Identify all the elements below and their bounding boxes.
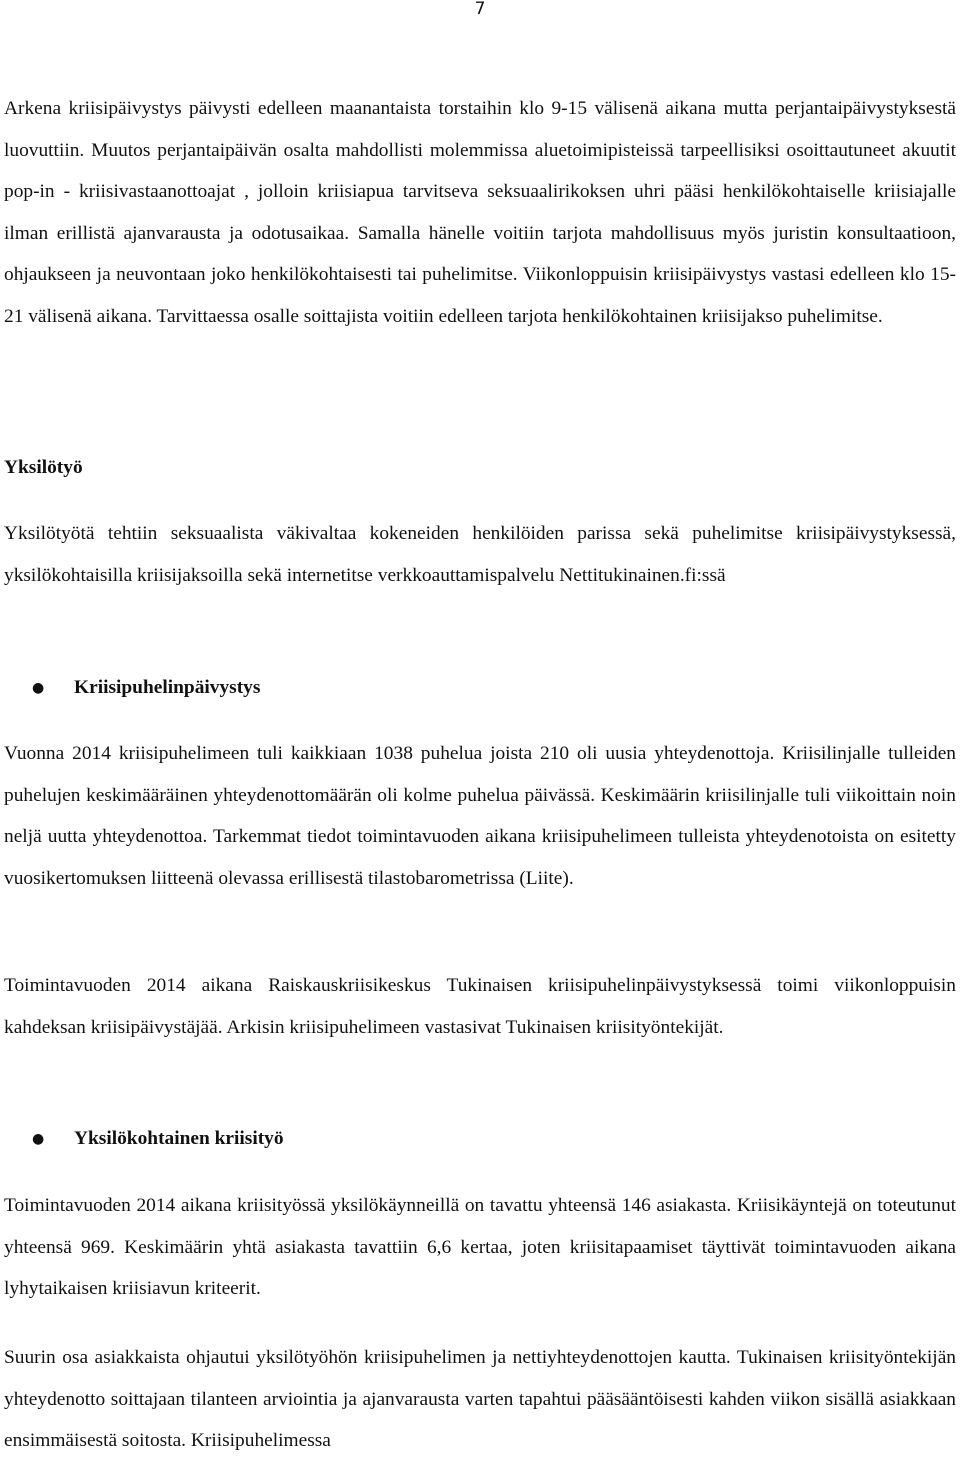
page-number: 7 xyxy=(474,0,486,19)
bullet-label: Yksilökohtainen kriisityö xyxy=(74,1128,284,1149)
paragraph-client-referral: Suurin osa asiakkaista ohjautui yksilötyöhön kriisipuhelimen ja nettiyhteydenottojen kautta. Tukinaisen kriisityöntekijän yhteydenotto soittajaan tilanteen arviointia ja ajanvarausta varten tapahtui pääsääntöisesti kahden viikon sisällä asiakkaan ensimmäisestä soitosta. Kriisipuhelimessa xyxy=(4,1347,956,1452)
paragraph-individual-work-intro: Yksilötyötä tehtiin seksuaalista väkivaltaa kokeneiden henkilöiden parissa sekä puhelimitse kriisipäivystyksessä, yksilökohtaisilla kriisijaksoilla sekä internetitse verkkoauttamispalvelu Nettitukinainen.fi:ssä xyxy=(4,523,956,586)
paragraph-weekend-duty: Toimintavuoden 2014 aikana Raiskauskriisikeskus Tukinaisen kriisipuhelinpäivystyksessä toimi viikonloppuisin kahdeksan kriisipäivystäjää. Arkisin kriisipuhelimeen vastasivat Tukinaisen kriisityöntekijät. xyxy=(4,975,956,1038)
paragraph-client-visits: Toimintavuoden 2014 aikana kriisityössä yksilökäynneillä on tavattu yhteensä 146 asiakasta. Kriisikäyntejä on toteutunut yhteensä 969. Keskimäärin yhtä asiakasta tavattiin 6,6 kertaa, joten kriisitapaamiset täyttivät toimintavuoden aikana lyhytaikaisen kriisiavun kriteerit. xyxy=(4,1195,956,1300)
bullet-dot-icon: ● xyxy=(32,680,45,696)
bullet-dot-icon: ● xyxy=(32,1131,45,1147)
paragraph-crisis-phone-stats: Vuonna 2014 kriisipuhelimeen tuli kaikkiaan 1038 puhelua joista 210 oli uusia yhteydenottoja. Kriisilinjalle tulleiden puhelujen keskimääräinen yhteydenottomäärän oli kolme puhelua päivässä. Keskimäärin kriisilinjalle tuli viikoittain noin neljä uutta yhteydenottoa. Tarkemmat tiedot toimintavuoden aikana kriisipuhelimeen tulleista yhteydenotoista on esitetty vuosikertomuksen liitteenä olevassa erillisestä tilastobarometrissa (Liite). xyxy=(4,743,956,889)
bullet-label: Kriisipuhelinpäivystys xyxy=(74,677,261,698)
paragraph-crisis-duty-schedule: Arkena kriisipäivystys päivysti edelleen maanantaista torstaihin klo 9-15 välisenä aikana mutta perjantaipäivystyksestä luovuttiin. Muutos perjantaipäivän osalta mahdollisti molemmissa aluetoimipisteissä tarpeellisiksi osoittautuneet akuutit pop-in - kriisivastaanottoajat , jolloin kriisiapua tarvitseva seksuaalirikoksen uhri pääsi henkilökohtaiselle kriisiajalle ilman erillistä ajanvarausta ja odotusaikaa. Samalla hänelle voitiin tarjota mahdollisuus myös juristin konsultaatioon, ohjaukseen ja neuvontaan joko henkilökohtaisesti tai puhelimitse. Viikonloppuisin kriisipäivystys vastasi edelleen klo 15-21 välisenä aikana. Tarvittaessa osalle soittajista voitiin edelleen tarjota henkilökohtainen kriisijakso puhelimitse. xyxy=(4,98,956,327)
section-heading-individual-work: Yksilötyö xyxy=(4,457,83,478)
